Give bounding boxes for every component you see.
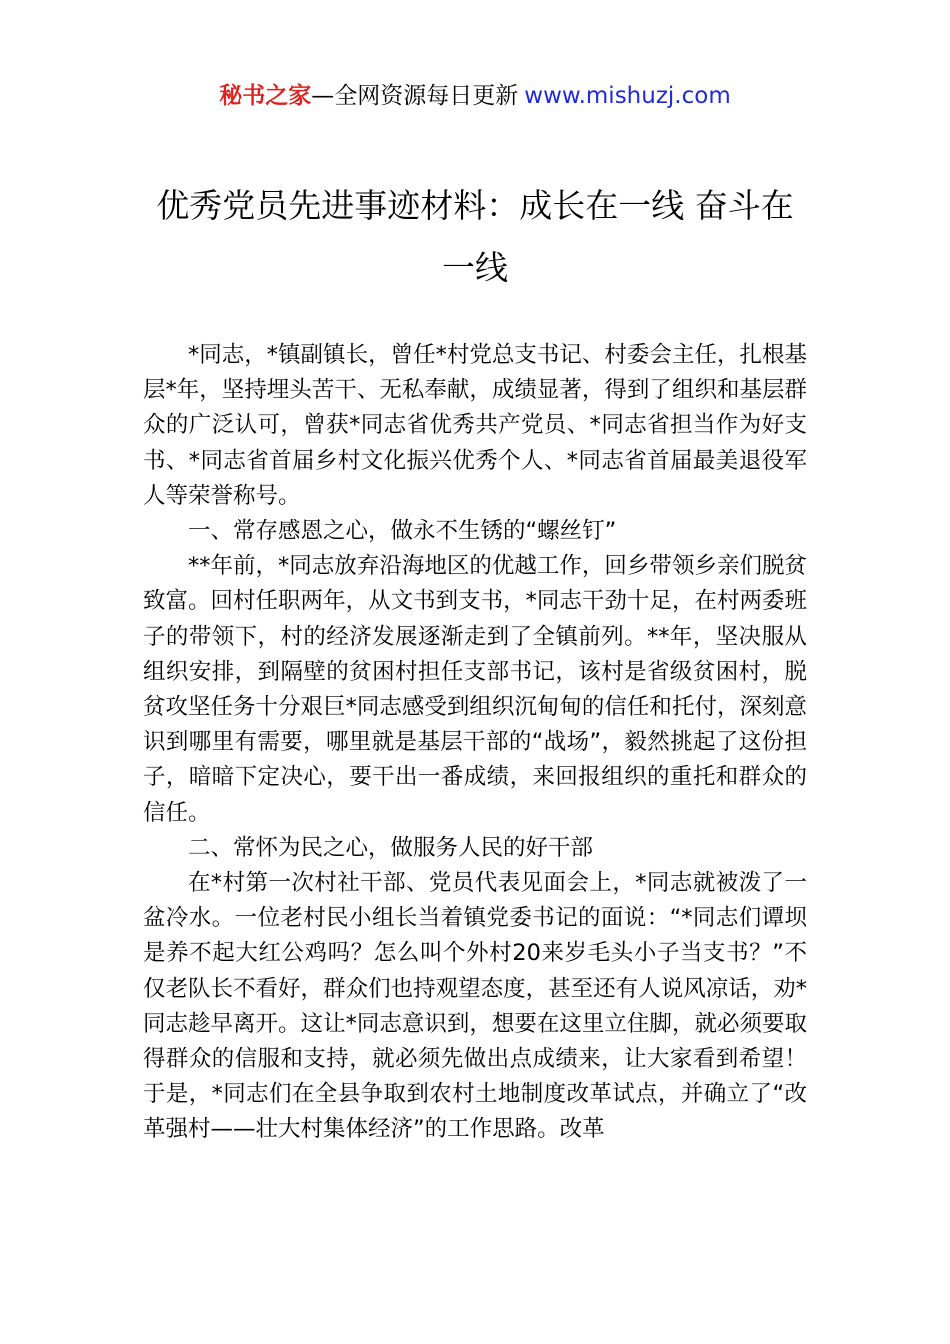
brand-name: 秘书之家: [219, 83, 312, 109]
site-url-link[interactable]: www.mishuzj.com: [524, 83, 731, 109]
section-heading-2: 二、常怀为民之心，做服务人民的好干部: [188, 834, 594, 861]
paragraph-section-1: **年前，*同志放弃沿海地区的优越工作，回乡带领乡亲们脱贫致富。回村任职两年，从文书到支书，*同志干劲十足，在村两委班子的带领下，村的经济发展逐渐走到了全镇前列。**年，坚决服从组织安排，到隔壁的贫困村担任支部书记，该村是省级贫困村，脱贫攻坚任务十分艰巨*同志感受到组织沉甸甸的信任和托付，深刻意识到哪里有需要，哪里就是基层干部的“战场”，毅然挑起了这份担子，暗暗下定决心，要干出一番成绩，来回报组织的重托和群众的信任。: [143, 553, 807, 826]
paragraph-intro: *同志，*镇副镇长，曾任*村党总支书记、村委会主任，扎根基层*年，坚持埋头苦干、无私奉献，成绩显著，得到了组织和基层群众的广泛认可，曾获*同志省优秀共产党员、*同志省担当作为好支书、*同志省首届乡村文化振兴优秀个人、*同志省首届最美退役军人等荣誉称号。: [143, 342, 807, 509]
document-title: 优秀党员先进事迹材料：成长在一线 奋斗在一线: [156, 186, 794, 287]
header-tagline: 全网资源每日更新: [334, 83, 519, 109]
header-separator: —: [311, 83, 335, 109]
document-body: [143, 338, 807, 1148]
section-heading-1: 一、常存感恩之心，做永不生锈的“螺丝钉”: [188, 518, 617, 545]
paragraph-section-2: 在*村第一次村社干部、党员代表见面会上，*同志就被泼了一盆冷水。一位老村民小组长当着镇党委书记的面说：“*同志们谭坝是养不起大红公鸡吗？怎么叫个外村20来岁毛头小子当支书？”不仅老队长不看好，群众们也持观望态度，甚至还有人说风凉话，劝*同志趁早离开。这让*同志意识到，想要在这里立住脚，就必须要取得群众的信服和支持，就必须先做出点成绩来，让大家看到希望！于是，*同志们在全县争取到农村土地制度改革试点，并确立了“改革强村——壮大村集体经济”的工作思路。改革: [143, 870, 807, 1143]
site-header: [0, 80, 950, 112]
